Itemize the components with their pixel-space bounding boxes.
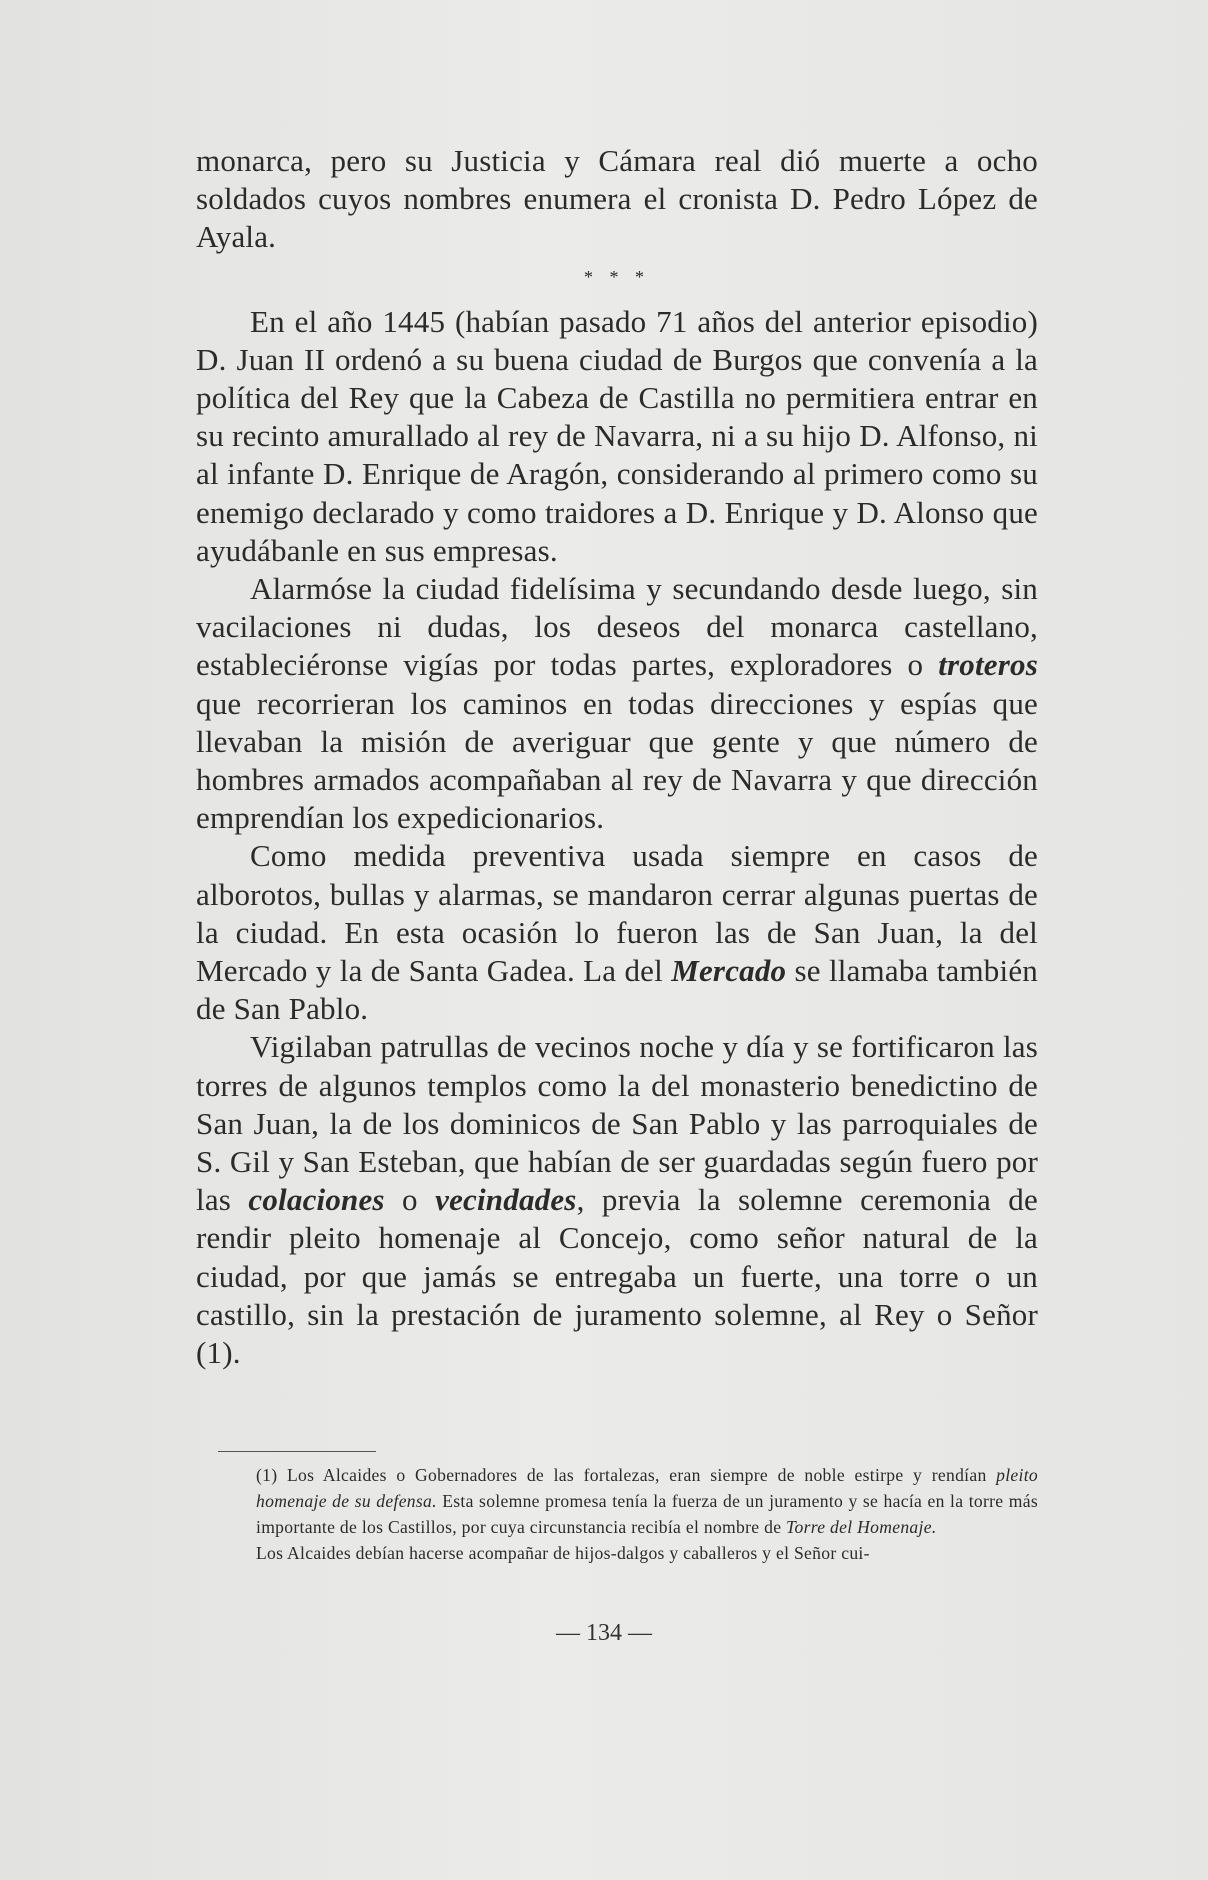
paragraph-1: monarca, pero su Justicia y Cámara real dió muerte a ocho soldados cuyos nombres enumera el cronista D. Pedro López de Ayala.: [196, 143, 1038, 255]
paragraph-3-italic: troteros: [938, 647, 1038, 683]
paragraph-4-italic: Mercado: [671, 953, 787, 989]
page-number: — 134 —: [556, 1620, 652, 1646]
footnote-1-text-b: Esta solemne promesa tenía la fuerza de un juramento y se hacía en la torre más importante de los Castillos, por cuya circunstancia recibía el nombre de: [256, 1491, 1038, 1537]
footnote-1-text-a: (1) Los Alcaides o Gobernadores de las fortalezas, eran siempre de noble estirpe y rendían: [256, 1465, 997, 1485]
footnote-divider: [218, 1451, 376, 1452]
paragraph-3: [196, 570, 1038, 837]
main-text: [196, 142, 1038, 1372]
footnote-1-italic-1: pleito homenaje de su defensa.: [256, 1465, 1038, 1511]
paragraph-2: En el año 1445 (habían pasado 71 años del anterior episodio) D. Juan II ordenó a su buena ciudad de Burgos que convenía a la política del Rey que la Cabeza de Castilla no permitiera entrar en su recinto amurallado al rey de Navarra, ni a su hijo D. Alfonso, ni al infante D. Enrique de Aragón, considerando al primero como su enemigo declarado y como traidores a D. Enrique y D. Alonso que ayudábanle en sus empresas.: [196, 303, 1038, 568]
paragraph-5-text-c: , previa la solemne ceremonia de rendir pleito homenaje al Concejo, como señor natural de la ciudad, por que jamás se entregaba un fuerte, una torre o un castillo, sin la prestación de juramento solemne, al Rey o Señor (1).: [196, 1182, 1038, 1371]
paragraph-5-italic-1: colaciones: [248, 1182, 385, 1218]
footnote-1: [220, 1462, 1038, 1540]
footnotes: [220, 1462, 1038, 1566]
paragraph-5-text-b: o: [384, 1182, 436, 1218]
paragraph-4: [196, 837, 1038, 1028]
paragraph-3-text-b: que recorrieran los caminos en todas direcciones y espías que llevaban la misión de averiguar que gente y que número de hombres armados acompañaban al rey de Navarra y que dirección emprendían los expedicionarios.: [196, 685, 1038, 836]
footnote-1-italic-2: Torre del Homenaje.: [786, 1517, 937, 1537]
paragraph-4-text-a: Como medida preventiva usada siempre en casos de alborotos, bullas y alarmas, se mandaron cerrar algunas puertas de la ciudad. En esta ocasión lo fueron las de San Juan, la del Mercado y la de Santa Gadea. La del: [196, 838, 1038, 989]
paragraph-5-italic-2: vecindades: [435, 1182, 577, 1218]
paragraph-3-text-a: Alarmóse la ciudad fidelísima y secundando desde luego, sin vacilaciones ni dudas, los deseos del monarca castellano, estableciéronse vigías por todas partes, exploradores o: [196, 571, 1038, 683]
paragraph-5-text-a: Vigilaban patrullas de vecinos noche y día y se fortificaron las torres de algunos templos como la del monasterio benedictino de San Juan, la de los dominicos de San Pablo y las parroquiales de S. Gil y San Esteban, que habían de ser guardadas según fuero por las: [196, 1029, 1038, 1218]
paragraph-5: [196, 1028, 1038, 1372]
paragraph-4-text-b: se llamaba también de San Pablo.: [196, 953, 1038, 1027]
asterism: * * *: [584, 266, 650, 287]
footnote-2: Los Alcaides debían hacerse acompañar de hijos-dalgos y caballeros y el Señor cui-: [256, 1543, 870, 1563]
